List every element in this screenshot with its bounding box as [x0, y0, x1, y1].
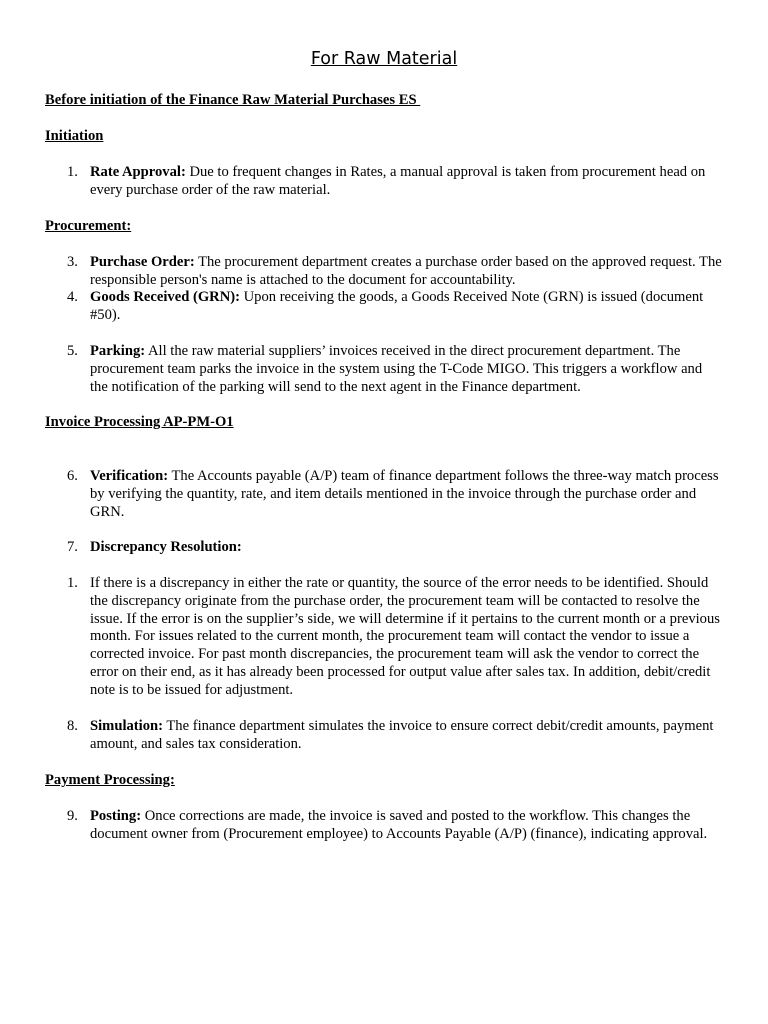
item-label: Goods Received (GRN): — [90, 289, 240, 305]
list-number: 8. — [67, 718, 78, 734]
item-text: The procurement department creates a purchase order based on the approved request. The responsible person's name is attached to the document for accountability. — [90, 254, 722, 288]
item-text: If there is a discrepancy in either the rate or quantity, the source of the error needs to be identified. Should the discrepancy originate from the purchase order, the procurement team will be contacted to resolve the issue. If the error is on the supplier’s side, we will determine if it pertains to the current month or a previous month. For issues related to the current month, the procurement team will contact the vendor to issue a corrected invoice. For past month discrepancies, the procurement team will ask the vendor to correct the error on their end, as it has already been processed for output value after sales tax. In addition, debit/credit note is to be issued for adjustment. — [90, 575, 720, 698]
list-item-purchase-order — [45, 254, 725, 290]
item-text: Upon receiving the goods, a Goods Received Note (GRN) is issued (document #50). — [90, 289, 704, 323]
list-item-parking — [45, 343, 725, 396]
heading-payment-processing: Payment Processing: — [45, 772, 175, 788]
list-number: 1. — [67, 575, 78, 591]
list-item-rate-approval — [45, 164, 725, 200]
list-number: 3. — [67, 254, 78, 270]
item-text: The finance department simulates the invoice to ensure correct debit/credit amounts, payment amount, and sales tax consideration. — [90, 718, 714, 752]
list-item-goods-received — [45, 289, 725, 325]
page-title: For Raw Material — [310, 49, 458, 69]
list-item-discrepancy-resolution — [45, 539, 725, 557]
heading-before-initiation: Before initiation of the Finance Raw Material Purchases ES — [45, 92, 421, 108]
list-number: 5. — [67, 343, 78, 359]
item-label: Purchase Order: — [90, 254, 195, 270]
list-item-posting — [45, 808, 725, 844]
heading-invoice-processing: Invoice Processing AP-PM-O1 — [45, 414, 234, 430]
list-number: 4. — [67, 289, 78, 305]
item-text: Due to frequent changes in Rates, a manual approval is taken from procurement head on every purchase order of the raw material. — [90, 164, 706, 198]
list-number: 6. — [67, 468, 78, 484]
list-number: 9. — [67, 808, 78, 824]
item-label: Parking: — [90, 343, 146, 359]
item-label: Discrepancy Resolution: — [90, 539, 242, 555]
item-label: Posting: — [90, 808, 142, 824]
item-text: The Accounts payable (A/P) team of finance department follows the three-way match process by verifying the quantity, rate, and item details mentioned in the invoice through the purchase order and GRN. — [90, 468, 719, 520]
list-item-verification — [45, 468, 725, 521]
item-text: Once corrections are made, the invoice is saved and posted to the workflow. This changes the document owner from (Procurement employee) to Accounts Payable (A/P) (finance), indicating approval. — [90, 808, 708, 842]
list-number: 1. — [67, 164, 78, 180]
item-label: Simulation: — [90, 718, 163, 734]
list-item-discrepancy-detail — [45, 575, 725, 700]
list-item-simulation — [45, 718, 725, 754]
heading-initiation: Initiation — [45, 128, 104, 144]
item-label: Rate Approval: — [90, 164, 186, 180]
list-number: 7. — [67, 539, 78, 555]
item-label: Verification: — [90, 468, 169, 484]
heading-procurement: Procurement: — [45, 218, 132, 234]
item-text: All the raw material suppliers’ invoices received in the direct procurement department. The procurement team parks the invoice in the system using the T-Code MIGO. This triggers a workflow and the notification of the parking will send to the next agent in the Finance department. — [90, 343, 703, 395]
